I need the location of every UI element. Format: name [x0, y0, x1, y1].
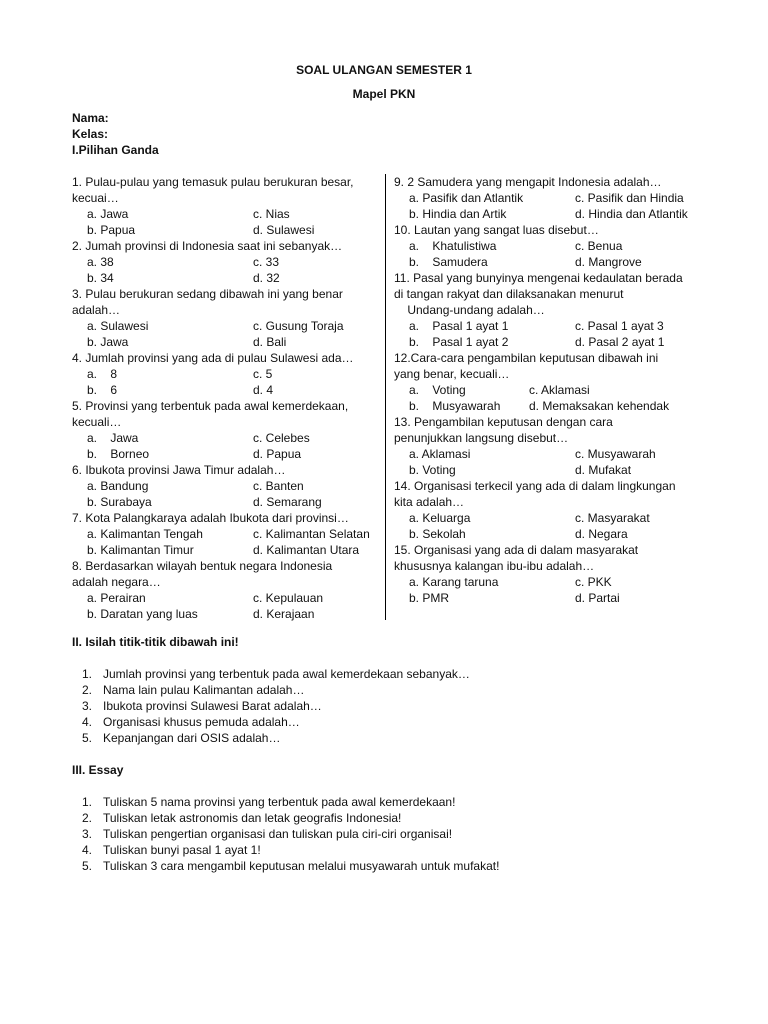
answer-option: b. Papua [87, 223, 136, 237]
question-block [394, 478, 704, 542]
answer-option: a. Perairan [87, 591, 146, 605]
column-divider [385, 174, 386, 620]
fill-in-list [72, 666, 692, 746]
answer-option: d. Semarang [253, 495, 322, 509]
item-number: 3. [82, 699, 93, 713]
question-text: Undang-undang adalah… [394, 303, 545, 317]
question-block [72, 510, 382, 558]
question-text: 7. Kota Palangkaraya adalah Ibukota dari provinsi… [72, 511, 349, 525]
answer-option: c. 33 [253, 255, 280, 269]
answer-option: d. 4 [253, 383, 274, 397]
answer-options [72, 254, 382, 286]
answer-option: d. Mangrove [575, 255, 642, 269]
answer-option: a. 38 [87, 255, 114, 269]
question-block [72, 174, 382, 238]
answer-option: a. Pasifik dan Atlantik [409, 191, 524, 205]
answer-options [72, 478, 382, 510]
answer-option: c. Masyarakat [575, 511, 650, 525]
item-text: Tuliskan pengertian organisasi dan tuliskan pula ciri-ciri organisai! [103, 827, 453, 841]
answer-option: d. Negara [575, 527, 628, 541]
question-text: khususnya kalangan ibu-ibu adalah… [394, 559, 595, 573]
questions-right-column [394, 174, 704, 606]
item-text: Organisasi khusus pemuda adalah… [103, 715, 300, 729]
answer-option: c. Kepulauan [253, 591, 324, 605]
item-number: 2. [82, 811, 93, 825]
answer-option: c. Benua [575, 239, 623, 253]
question-text: yang benar, kecuali… [394, 367, 510, 381]
question-block [394, 174, 704, 222]
answer-options [394, 446, 704, 478]
document-subtitle: Mapel PKN [352, 87, 416, 101]
question-text: 1. Pulau-pulau yang temasuk pulau berukuran besar, [72, 175, 354, 189]
item-text: Tuliskan bunyi pasal 1 ayat 1! [103, 843, 261, 857]
answer-option: a. Jawa [87, 207, 129, 221]
list-item [72, 730, 692, 746]
answer-options [394, 190, 704, 222]
item-number: 5. [82, 731, 93, 745]
item-number: 5. [82, 859, 93, 873]
question-text: 6. Ibukota provinsi Jawa Timur adalah… [72, 463, 286, 477]
list-item [72, 794, 692, 810]
answer-option: b. Surabaya [87, 495, 152, 509]
answer-option: d. Pasal 2 ayat 1 [575, 335, 665, 349]
answer-option: b. Sekolah [409, 527, 466, 541]
question-text: adalah… [72, 303, 121, 317]
item-number: 4. [82, 843, 93, 857]
answer-option: c. Celebes [253, 431, 310, 445]
list-item [72, 858, 692, 874]
answer-option: d. Mufakat [575, 463, 632, 477]
answer-option: d. Memaksakan kehendak [529, 399, 670, 413]
answer-options [72, 526, 382, 558]
question-text: 14. Organisasi terkecil yang ada di dalam lingkungan [394, 479, 676, 493]
item-text: Ibukota provinsi Sulawesi Barat adalah… [103, 699, 322, 713]
question-text: 2. Jumah provinsi di Indonesia saat ini sebanyak… [72, 239, 343, 253]
question-block [72, 558, 382, 622]
answer-option: c. PKK [575, 575, 612, 589]
question-text: 9. 2 Samudera yang mengapit Indonesia adalah… [394, 175, 662, 189]
question-text: 12.Cara-cara pengambilan keputusan dibawah ini [394, 351, 659, 365]
answer-option: b. 34 [87, 271, 114, 285]
question-block [72, 238, 382, 286]
name-label: Nama: [72, 111, 109, 125]
answer-option: c. Nias [253, 207, 290, 221]
answer-options [394, 510, 704, 542]
answer-option: a. Aklamasi [409, 447, 471, 461]
section-multiple-choice-title: I.Pilihan Ganda [72, 143, 159, 157]
answer-options [394, 574, 704, 606]
document-title: SOAL ULANGAN SEMESTER 1 [296, 63, 472, 77]
answer-option: b. Musyawarah [409, 399, 501, 413]
answer-option: d. Bali [253, 335, 287, 349]
answer-option: d. Kalimantan Utara [253, 543, 360, 557]
answer-option: c. Pasal 1 ayat 3 [575, 319, 664, 333]
answer-option: b. Jawa [87, 335, 129, 349]
answer-option: d. Papua [253, 447, 302, 461]
question-block [394, 542, 704, 606]
section-essay-title: III. Essay [72, 763, 124, 777]
item-number: 1. [82, 795, 93, 809]
list-item [72, 842, 692, 858]
answer-option: b. Kalimantan Timur [87, 543, 194, 557]
item-text: Nama lain pulau Kalimantan adalah… [103, 683, 305, 697]
question-block [394, 414, 704, 478]
question-block [394, 350, 704, 414]
answer-option: a. Khatulistiwa [409, 239, 497, 253]
answer-option: b. Pasal 1 ayat 2 [409, 335, 509, 349]
answer-option: d. Kerajaan [253, 607, 315, 621]
answer-option: b. Borneo [87, 447, 150, 461]
answer-options [72, 366, 382, 398]
answer-option: a. 8 [87, 367, 118, 381]
answer-option: c. Kalimantan Selatan [253, 527, 370, 541]
item-text: Kepanjangan dari OSIS adalah… [103, 731, 281, 745]
answer-option: a. Jawa [87, 431, 139, 445]
answer-option: a. Bandung [87, 479, 149, 493]
question-text: kecuai… [72, 191, 119, 205]
list-item [72, 714, 692, 730]
answer-option: c. Pasifik dan Hindia [575, 191, 684, 205]
question-text: 3. Pulau berukuran sedang dibawah ini yang benar [72, 287, 343, 301]
item-text: Jumlah provinsi yang terbentuk pada awal kemerdekaan sebanyak… [103, 667, 470, 681]
answer-option: b. Daratan yang luas [87, 607, 198, 621]
question-text: adalah negara… [72, 575, 161, 589]
answer-option: b. Voting [409, 463, 456, 477]
answer-options [72, 590, 382, 622]
answer-options [394, 318, 704, 350]
essay-list [72, 794, 692, 874]
question-text: 5. Provinsi yang terbentuk pada awal kemerdekaan, [72, 399, 349, 413]
answer-option: b. Samudera [409, 255, 488, 269]
answer-option: c. 5 [253, 367, 273, 381]
answer-option: b. PMR [409, 591, 450, 605]
question-text: 10. Lautan yang sangat luas disebut… [394, 223, 599, 237]
question-block [72, 398, 382, 462]
answer-option: c. Musyawarah [575, 447, 656, 461]
question-text: 13. Pengambilan keputusan dengan cara [394, 415, 613, 429]
question-block [72, 462, 382, 510]
item-number: 1. [82, 667, 93, 681]
question-text: 15. Organisasi yang ada di dalam masyarakat [394, 543, 639, 557]
list-item [72, 682, 692, 698]
section-fill-in-title: II. Isilah titik-titik dibawah ini! [72, 635, 239, 649]
question-text: di tangan rakyat dan dilaksanakan menurut [394, 287, 624, 301]
answer-options [72, 206, 382, 238]
item-text: Tuliskan 5 nama provinsi yang terbentuk pada awal kemerdekaan! [103, 795, 456, 809]
answer-option: a. Karang taruna [409, 575, 499, 589]
item-number: 2. [82, 683, 93, 697]
question-text: 11. Pasal yang bunyinya mengenai kedaulatan berada [394, 271, 683, 285]
answer-options [394, 382, 704, 414]
question-text: kita adalah… [394, 495, 465, 509]
answer-option: a. Sulawesi [87, 319, 149, 333]
list-item [72, 698, 692, 714]
item-text: Tuliskan letak astronomis dan letak geografis Indonesia! [103, 811, 402, 825]
list-item [72, 666, 692, 682]
question-block [72, 286, 382, 350]
answer-option: d. Hindia dan Atlantik [575, 207, 688, 221]
answer-option: a. Pasal 1 ayat 1 [409, 319, 509, 333]
item-number: 3. [82, 827, 93, 841]
answer-option: a. Keluarga [409, 511, 471, 525]
question-text: 4. Jumlah provinsi yang ada di pulau Sulawesi ada… [72, 351, 354, 365]
answer-option: c. Aklamasi [529, 383, 590, 397]
answer-option: c. Gusung Toraja [253, 319, 344, 333]
answer-option: b. 6 [87, 383, 118, 397]
question-text: 8. Berdasarkan wilayah bentuk negara Indonesia [72, 559, 333, 573]
answer-options [72, 318, 382, 350]
answer-option: a. Kalimantan Tengah [87, 527, 203, 541]
item-text: Tuliskan 3 cara mengambil keputusan melalui musyawarah untuk mufakat! [103, 859, 500, 873]
answer-option: d. 32 [253, 271, 280, 285]
question-text: penunjukkan langsung disebut… [394, 431, 569, 445]
question-block [394, 222, 704, 270]
answer-option: c. Banten [253, 479, 304, 493]
question-block [394, 270, 704, 350]
questions-left-column [72, 174, 382, 622]
list-item [72, 826, 692, 842]
answer-option: a. Voting [409, 383, 466, 397]
class-label: Kelas: [72, 127, 109, 141]
item-number: 4. [82, 715, 93, 729]
answer-options [394, 238, 704, 270]
answer-option: d. Sulawesi [253, 223, 315, 237]
answer-option: b. Hindia dan Artik [409, 207, 507, 221]
answer-options [72, 430, 382, 462]
question-text: kecuali… [72, 415, 122, 429]
question-block [72, 350, 382, 398]
answer-option: d. Partai [575, 591, 620, 605]
list-item [72, 810, 692, 826]
